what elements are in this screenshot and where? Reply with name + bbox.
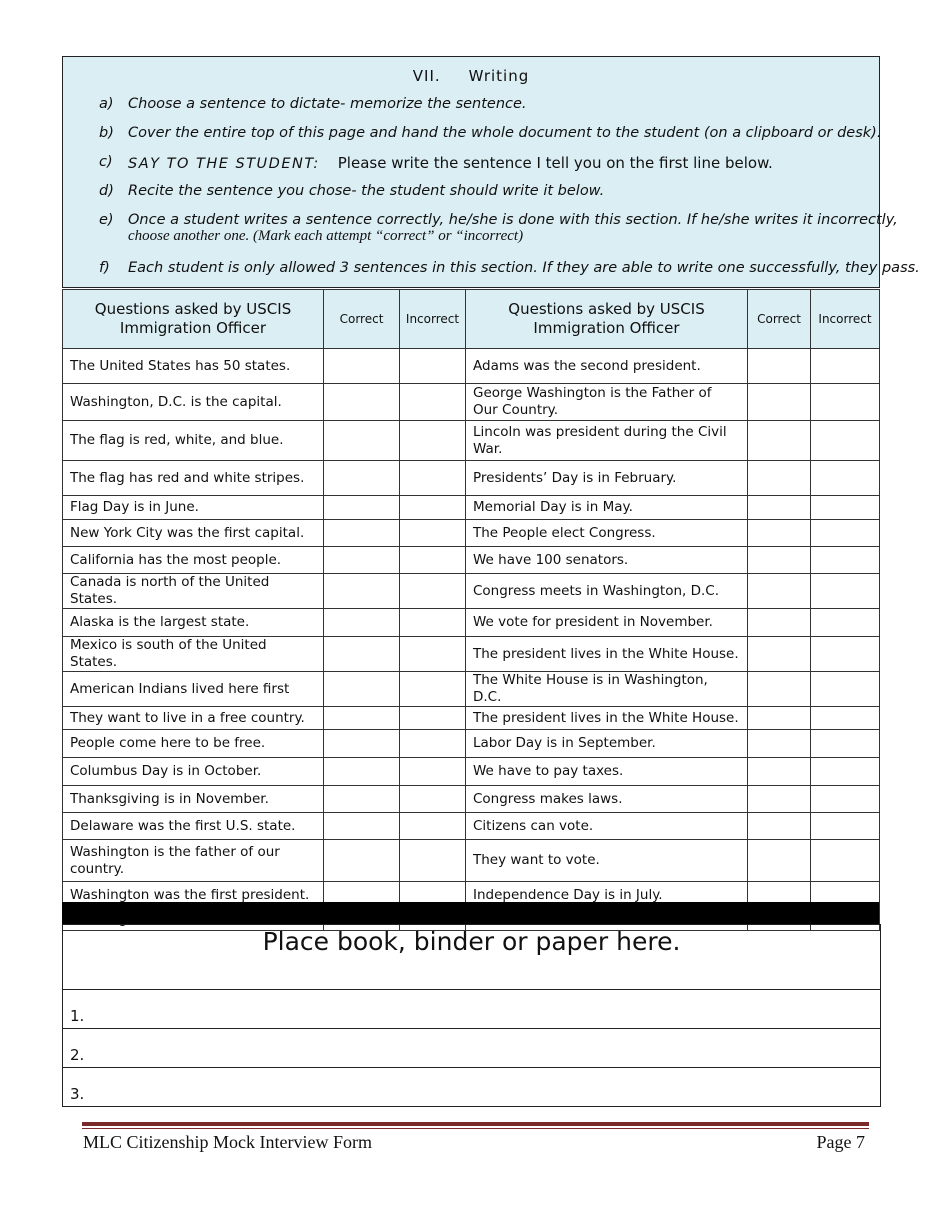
correct-cell[interactable]	[324, 730, 400, 758]
question-cell: George Washington is the Father of Our Country.	[466, 384, 748, 421]
question-cell: We vote for president in November.	[466, 609, 748, 637]
footer-rule	[82, 1122, 869, 1126]
correct-cell[interactable]	[324, 384, 400, 421]
correct-cell[interactable]	[324, 574, 400, 609]
incorrect-cell[interactable]	[400, 349, 466, 384]
table-header-row	[63, 290, 880, 349]
correct-cell[interactable]	[324, 421, 400, 461]
answer-line-1[interactable]: 1.	[63, 990, 880, 1029]
table-row	[63, 609, 880, 637]
table-row	[63, 349, 880, 384]
incorrect-cell[interactable]	[400, 520, 466, 547]
table-row	[63, 758, 880, 786]
incorrect-cell[interactable]	[811, 637, 880, 672]
incorrect-cell[interactable]	[811, 786, 880, 813]
correct-cell[interactable]	[748, 786, 811, 813]
incorrect-cell[interactable]	[400, 421, 466, 461]
section-heading	[63, 67, 879, 85]
correct-cell[interactable]	[748, 496, 811, 520]
question-cell: The White House is in Washington, D.C.	[466, 672, 748, 707]
incorrect-cell[interactable]	[400, 547, 466, 574]
question-header: Questions asked by USCIS Immigration Officer	[63, 290, 324, 349]
question-cell: The flag has red and white stripes.	[63, 461, 324, 496]
answer-line-3[interactable]: 3.	[70, 1085, 85, 1103]
incorrect-cell[interactable]	[400, 672, 466, 707]
correct-cell[interactable]	[748, 384, 811, 421]
table-row	[63, 637, 880, 672]
incorrect-cell[interactable]	[811, 520, 880, 547]
question-cell: New York City was the first capital.	[63, 520, 324, 547]
correct-cell[interactable]	[748, 574, 811, 609]
question-cell: Columbus Day is in October.	[63, 758, 324, 786]
incorrect-cell[interactable]	[400, 384, 466, 421]
incorrect-cell[interactable]	[811, 461, 880, 496]
table-row	[63, 520, 880, 547]
table-row	[63, 786, 880, 813]
table-row	[63, 672, 880, 707]
correct-cell[interactable]	[748, 520, 811, 547]
instruction-item: a) Choose a sentence to dictate- memorize the sentence.	[99, 96, 527, 112]
incorrect-cell[interactable]	[811, 609, 880, 637]
correct-cell[interactable]	[748, 840, 811, 882]
question-cell: Adams was the second president.	[466, 349, 748, 384]
incorrect-cell[interactable]	[811, 384, 880, 421]
correct-cell[interactable]	[324, 707, 400, 730]
correct-cell[interactable]	[748, 547, 811, 574]
incorrect-cell[interactable]	[400, 730, 466, 758]
correct-cell[interactable]	[324, 786, 400, 813]
correct-cell[interactable]	[748, 609, 811, 637]
incorrect-cell[interactable]	[811, 758, 880, 786]
incorrect-cell[interactable]	[400, 637, 466, 672]
incorrect-cell[interactable]	[811, 547, 880, 574]
incorrect-header: Incorrect	[811, 290, 880, 349]
table-row	[63, 813, 880, 840]
question-cell: Delaware was the first U.S. state.	[63, 813, 324, 840]
incorrect-cell[interactable]	[811, 496, 880, 520]
question-cell: California has the most people.	[63, 547, 324, 574]
correct-header: Correct	[324, 290, 400, 349]
questions-table	[62, 289, 880, 931]
question-cell: Presidents’ Day is in February.	[466, 461, 748, 496]
correct-cell[interactable]	[324, 520, 400, 547]
correct-cell[interactable]	[748, 672, 811, 707]
question-cell: Thanksgiving is in November.	[63, 786, 324, 813]
incorrect-cell[interactable]	[400, 496, 466, 520]
correct-cell[interactable]	[748, 461, 811, 496]
table-row	[63, 707, 880, 730]
question-cell: The president lives in the White House.	[466, 707, 748, 730]
incorrect-cell[interactable]	[400, 461, 466, 496]
question-cell: Congress makes laws.	[466, 786, 748, 813]
incorrect-cell[interactable]	[400, 609, 466, 637]
divider-bar	[62, 902, 879, 924]
question-cell: We have to pay taxes.	[466, 758, 748, 786]
correct-cell[interactable]	[324, 840, 400, 882]
answer-line-2[interactable]: 2.	[63, 1029, 880, 1068]
instruction-item: d) Recite the sentence you chose- the student should write it below.	[99, 183, 605, 199]
incorrect-cell[interactable]	[811, 840, 880, 882]
incorrect-cell[interactable]	[811, 349, 880, 384]
question-cell: The People elect Congress.	[466, 520, 748, 547]
question-cell: Washington is the father of our country.	[63, 840, 324, 882]
correct-cell[interactable]	[748, 637, 811, 672]
section-title: Writing	[468, 67, 530, 85]
incorrect-cell[interactable]	[400, 786, 466, 813]
question-cell: They want to vote.	[466, 840, 748, 882]
correct-cell[interactable]	[748, 707, 811, 730]
incorrect-cell[interactable]	[811, 730, 880, 758]
incorrect-cell[interactable]	[811, 421, 880, 461]
question-cell: Memorial Day is in May.	[466, 496, 748, 520]
question-header: Questions asked by USCIS Immigration Officer	[466, 290, 748, 349]
correct-cell[interactable]	[748, 349, 811, 384]
incorrect-cell[interactable]	[811, 672, 880, 707]
incorrect-cell[interactable]	[400, 813, 466, 840]
correct-cell[interactable]	[748, 421, 811, 461]
question-cell: Labor Day is in September.	[466, 730, 748, 758]
instruction-item: e) Once a student writes a sentence correctly, he/she is done with this section. If he/she writes it incorrectly, choose another one. (Mark each attempt “correct” or “incorrect)	[99, 212, 898, 244]
question-cell: Alaska is the largest state.	[63, 609, 324, 637]
question-cell: Congress meets in Washington, D.C.	[466, 574, 748, 609]
correct-cell[interactable]	[748, 730, 811, 758]
footer-form-name: MLC Citizenship Mock Interview Form	[83, 1132, 372, 1152]
instruction-item: c) SAY TO THE STUDENT: Please write the sentence I tell you on the first line below.	[99, 154, 773, 172]
correct-cell[interactable]	[324, 461, 400, 496]
table-row	[63, 730, 880, 758]
question-cell: We have 100 senators.	[466, 547, 748, 574]
table-row	[63, 840, 880, 882]
question-cell: Canada is north of the United States.	[63, 574, 324, 609]
correct-cell[interactable]	[324, 672, 400, 707]
answer-area-title: Place book, binder or paper here.	[63, 925, 880, 990]
footer-rule	[82, 1128, 869, 1129]
incorrect-cell[interactable]	[811, 574, 880, 609]
question-cell: Washington, D.C. is the capital.	[63, 384, 324, 421]
correct-cell[interactable]	[324, 496, 400, 520]
table-row	[63, 574, 880, 609]
section-number: VII.	[412, 67, 441, 85]
table-row	[63, 461, 880, 496]
correct-cell[interactable]	[324, 349, 400, 384]
correct-cell[interactable]	[324, 637, 400, 672]
page-number: Page 7	[816, 1132, 865, 1152]
question-cell: Mexico is south of the United States.	[63, 637, 324, 672]
incorrect-cell[interactable]	[400, 758, 466, 786]
instruction-item: f) Each student is only allowed 3 sentences in this section. If they are able to write one successfully, they pass.	[99, 260, 920, 276]
question-cell: Lincoln was president during the Civil War.	[466, 421, 748, 461]
correct-header: Correct	[748, 290, 811, 349]
incorrect-header: Incorrect	[400, 290, 466, 349]
question-cell: The United States has 50 states.	[63, 349, 324, 384]
correct-cell[interactable]	[324, 609, 400, 637]
correct-cell[interactable]	[748, 758, 811, 786]
question-cell: American Indians lived here first	[63, 672, 324, 707]
incorrect-cell[interactable]	[811, 707, 880, 730]
incorrect-cell[interactable]	[400, 574, 466, 609]
incorrect-cell[interactable]	[400, 707, 466, 730]
table-row	[63, 384, 880, 421]
question-cell: Independence Day is in July.	[466, 882, 748, 909]
correct-cell[interactable]	[324, 758, 400, 786]
answer-area	[62, 924, 881, 1107]
table-row	[63, 547, 880, 574]
table-row	[63, 496, 880, 520]
question-cell: Washington was the first president.	[63, 882, 324, 909]
correct-cell[interactable]	[324, 547, 400, 574]
question-cell: People come here to be free.	[63, 730, 324, 758]
question-cell: Flag Day is in June.	[63, 496, 324, 520]
question-cell: They want to live in a free country.	[63, 707, 324, 730]
question-cell: Citizens can vote.	[466, 813, 748, 840]
table-row	[63, 421, 880, 461]
question-cell: The president lives in the White House.	[466, 637, 748, 672]
instructions-box	[62, 56, 920, 288]
question-cell: The flag is red, white, and blue.	[63, 421, 324, 461]
correct-cell[interactable]	[748, 813, 811, 840]
instruction-item: b) Cover the entire top of this page and hand the whole document to the student (on a clipboard or desk).	[99, 125, 882, 141]
incorrect-cell[interactable]	[400, 840, 466, 882]
correct-cell[interactable]	[324, 813, 400, 840]
incorrect-cell[interactable]	[811, 813, 880, 840]
